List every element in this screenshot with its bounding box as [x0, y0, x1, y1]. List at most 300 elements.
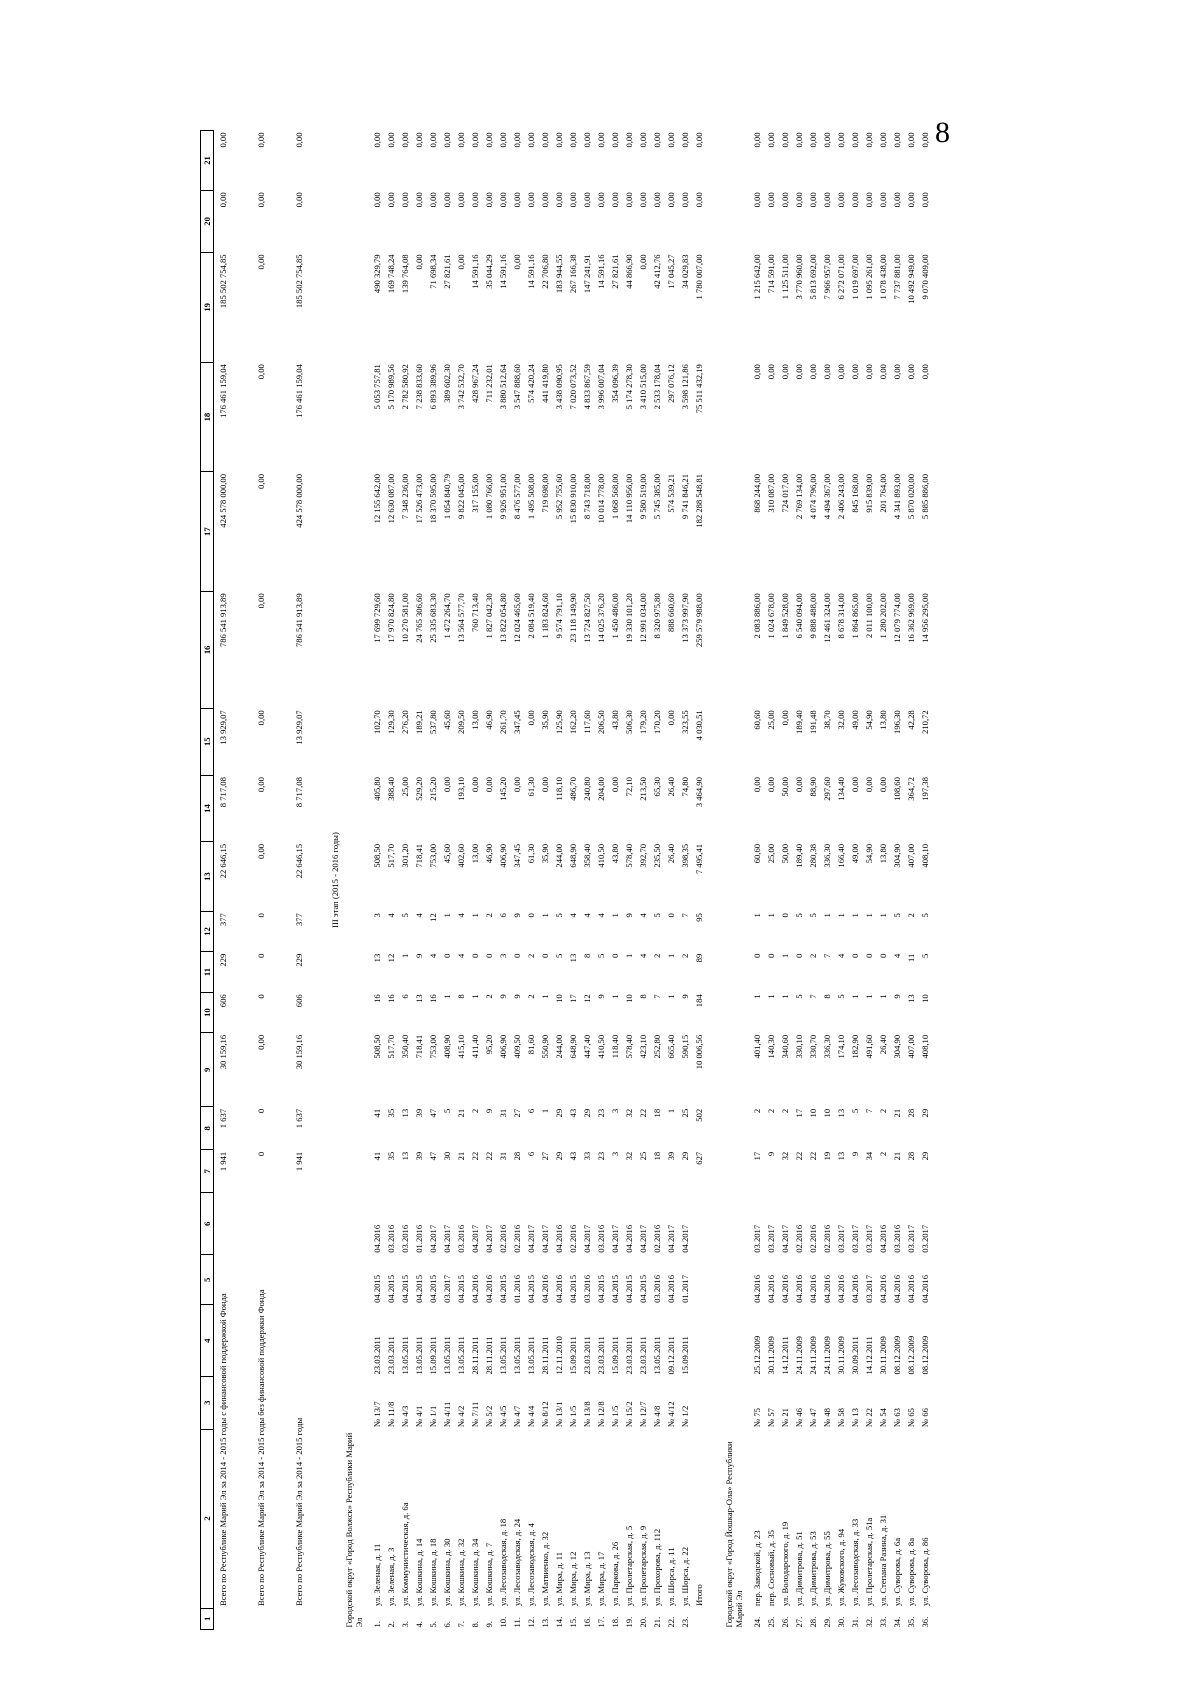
- table-cell: 0,00: [469, 777, 480, 793]
- column-number-4: 4: [201, 1305, 214, 1377]
- table-cell: 0,00: [497, 132, 508, 148]
- table-cell: 0,00: [413, 254, 424, 270]
- table-cell: 12 991 034,00: [637, 593, 648, 643]
- column-number-16: 16: [201, 591, 214, 708]
- table-cell: 9: [595, 994, 606, 999]
- table-cell: 0,00: [779, 364, 790, 380]
- table-cell: 04.2015: [525, 1274, 536, 1303]
- table-cell: ул. Прохорова, д. 112: [651, 1528, 662, 1607]
- table-cell: 4: [581, 913, 592, 918]
- table-cell: 244,00: [553, 843, 564, 868]
- table-cell: 0,00: [427, 132, 438, 148]
- table-cell: 22: [807, 1151, 818, 1161]
- table-cell: 04.2016: [665, 1274, 676, 1303]
- table-cell: 20.: [637, 1616, 648, 1628]
- table-cell: 04.2016: [849, 1274, 860, 1303]
- table-cell: 29: [581, 1108, 592, 1118]
- table-cell: 32: [623, 1151, 634, 1161]
- table-cell: 1: [765, 994, 776, 999]
- table-cell: 0: [793, 953, 804, 959]
- table-cell: № 11/8: [385, 1401, 396, 1428]
- table-cell: 486,70: [567, 777, 578, 801]
- table-cell: 14 956 295,00: [919, 593, 930, 643]
- table-cell: 0,00: [751, 364, 762, 380]
- summary-value: 0: [256, 1108, 266, 1114]
- table-cell: 0,00: [553, 132, 564, 148]
- table-cell: 31: [497, 1151, 508, 1161]
- table-cell: 04.2016: [779, 1274, 790, 1303]
- table-cell: ул. Володарского, д. 19: [779, 1521, 790, 1607]
- table-cell: № 4/1: [413, 1405, 424, 1428]
- table-cell: 508,50: [371, 843, 382, 868]
- table-cell: 28.11.2011: [539, 1336, 550, 1375]
- table-cell: 718,41: [413, 843, 424, 868]
- table-cell: 7: [863, 1108, 874, 1114]
- table-cell: 1 095 261,00: [863, 254, 874, 300]
- table-cell: 01.2016: [413, 1224, 424, 1253]
- table-cell: 28: [905, 1108, 916, 1118]
- table-cell: 0,00: [623, 132, 634, 148]
- table-cell: 134,40: [835, 777, 846, 801]
- table-cell: 1: [765, 913, 776, 918]
- table-cell: 26.: [779, 1616, 790, 1628]
- summary-value: 229: [294, 953, 304, 967]
- table-cell: 0,00: [609, 132, 620, 148]
- table-cell: 0,00: [371, 132, 382, 148]
- table-cell: 9: [891, 994, 902, 999]
- table-cell: 13,00: [469, 843, 480, 864]
- table-cell: 0,00: [679, 192, 690, 208]
- table-row: [848, 131, 862, 1630]
- table-cell: 0,00: [371, 192, 382, 208]
- table-cell: 0,00: [863, 777, 874, 793]
- table-cell: 32,00: [835, 710, 846, 730]
- table-cell: № 15/2: [623, 1401, 634, 1428]
- table-cell: 04.2016: [623, 1224, 634, 1253]
- table-cell: 3: [371, 913, 382, 918]
- table-cell: 3 547 888,60: [511, 364, 522, 410]
- table-cell: 25 335 683,30: [427, 593, 438, 643]
- table-cell: 166,40: [835, 843, 846, 868]
- table-cell: 1: [751, 994, 762, 999]
- total-value: 0,00: [693, 192, 704, 208]
- table-cell: 411,40: [469, 1034, 480, 1059]
- table-header: [201, 131, 214, 1630]
- table-cell: 330,70: [807, 1034, 818, 1059]
- total-index-cell: [692, 1608, 706, 1629]
- summary-index-cell: [290, 1608, 328, 1629]
- table-cell: 0,00: [511, 254, 522, 270]
- table-cell: 29: [919, 1108, 930, 1118]
- table-cell: 13.05.2011: [413, 1336, 424, 1375]
- table-cell: 3: [609, 1151, 620, 1157]
- group-title: Городской округ «Город Волжск» Республики Марий Эл: [344, 1432, 364, 1628]
- table-cell: 35,90: [539, 710, 550, 730]
- table-cell: 517,70: [385, 843, 396, 868]
- table-cell: 5: [919, 953, 930, 959]
- table-cell: ул. Кошкина, д. 7: [483, 1542, 494, 1607]
- table-cell: 2: [483, 994, 494, 999]
- table-cell: ул. Кошкина, д. 32: [455, 1538, 466, 1607]
- table-cell: 0,00: [863, 132, 874, 148]
- table-cell: 310 087,00: [765, 474, 776, 513]
- table-cell: 47: [427, 1108, 438, 1118]
- table-cell: № 58: [835, 1408, 846, 1428]
- total-label: Итого: [693, 1584, 704, 1607]
- table-cell: 724 017,00: [779, 474, 790, 513]
- table-cell: 1 125 511,00: [779, 254, 790, 300]
- table-cell: 1: [609, 994, 620, 999]
- table-cell: 03.2017: [905, 1224, 916, 1253]
- table-cell: 10 270 581,00: [399, 593, 410, 643]
- table-cell: 9 926 951,00: [497, 474, 508, 520]
- spacer-cell: [706, 131, 722, 1630]
- table-cell: 0,00: [455, 132, 466, 148]
- total-value: 259 579 988,00: [693, 593, 704, 648]
- table-cell: 1: [877, 913, 888, 918]
- table-cell: № 75: [751, 1408, 762, 1428]
- table-cell: 240,80: [581, 777, 592, 801]
- summary-value: 0,00: [256, 192, 266, 208]
- table-cell: 718,41: [413, 1034, 424, 1059]
- table-cell: 9 888 488,00: [807, 593, 818, 639]
- table-cell: 1: [751, 913, 762, 918]
- table-cell: 490 329,79: [371, 254, 382, 294]
- table-cell: 189,40: [793, 710, 804, 734]
- table-cell: 0,00: [665, 132, 676, 148]
- table-cell: 2: [765, 1108, 776, 1114]
- table-cell: 1 472 264,70: [441, 593, 452, 639]
- table-cell: 4: [427, 953, 438, 959]
- summary-value: 30 159,16: [218, 1034, 228, 1070]
- table-cell: 15.09.2011: [427, 1336, 438, 1375]
- table-cell: 04.2017: [469, 1224, 480, 1253]
- table-cell: 1.: [371, 1621, 382, 1628]
- table-cell: ул. Мира, д. 13: [581, 1551, 592, 1607]
- table-cell: 04.2015: [567, 1274, 578, 1303]
- table-cell: 13.05.2011: [511, 1336, 522, 1375]
- table-cell: 13.05.2011: [497, 1336, 508, 1375]
- table-cell: 9: [511, 913, 522, 918]
- table-cell: 27 821,61: [609, 254, 620, 289]
- table-cell: 0: [665, 913, 676, 918]
- table-cell: 0,00: [413, 192, 424, 208]
- table-cell: 13 822 054,80: [497, 593, 508, 643]
- table-cell: 10: [919, 994, 930, 1003]
- table-cell: 4: [891, 953, 902, 959]
- column-number-9: 9: [201, 1033, 214, 1107]
- table-cell: 32: [779, 1151, 790, 1161]
- table-cell: 0,00: [877, 132, 888, 148]
- table-cell: 402,60: [455, 843, 466, 868]
- group-total-row: [692, 131, 706, 1630]
- table-cell: 2: [779, 1108, 790, 1114]
- table-cell: 02.2016: [821, 1224, 832, 1253]
- table-cell: 0,00: [849, 192, 860, 208]
- table-cell: 1: [441, 994, 452, 999]
- table-cell: 4.: [413, 1621, 424, 1628]
- table-cell: 6.: [441, 1621, 452, 1628]
- table-cell: 9: [413, 953, 424, 959]
- table-cell: 0,00: [651, 132, 662, 148]
- table-cell: 04.2016: [919, 1274, 930, 1303]
- table-cell: 11.: [511, 1617, 522, 1628]
- table-cell: 13 373 997,90: [679, 593, 690, 643]
- table-cell: 1 024 678,00: [765, 593, 776, 639]
- table-cell: 50,00: [779, 843, 790, 864]
- table-cell: 03.2017: [835, 1224, 846, 1253]
- summary-label: Всего по Республике Марий Эл за 2014 - 2015 годы с финансовой поддержкой Фонда: [218, 1293, 228, 1607]
- table-cell: 29: [679, 1151, 690, 1161]
- table-cell: 1 495 508,00: [525, 474, 536, 520]
- total-value: 95: [693, 913, 704, 922]
- table-cell: 760 713,40: [469, 593, 480, 633]
- table-cell: 13,80: [877, 710, 888, 730]
- table-cell: 71 698,34: [427, 254, 438, 289]
- table-cell: 28.11.2011: [469, 1336, 480, 1375]
- table-cell: ул. Лесозаводская, д. 4: [525, 1523, 536, 1607]
- table-cell: 753,00: [427, 843, 438, 868]
- table-cell: № 22: [863, 1408, 874, 1428]
- table-cell: 0,00: [905, 192, 916, 208]
- summary-value: 0,00: [256, 1034, 266, 1050]
- table-cell: 5: [553, 913, 564, 918]
- table-cell: 10.: [497, 1616, 508, 1628]
- table-cell: № 1/2: [679, 1405, 690, 1428]
- table-cell: 574 539,21: [665, 474, 676, 513]
- table-cell: 49,00: [849, 843, 860, 864]
- table-cell: 276,20: [399, 710, 410, 734]
- table-cell: 4: [385, 913, 396, 918]
- summary-value: 786 541 913,89: [218, 593, 228, 648]
- table-cell: 0,00: [539, 777, 550, 793]
- table-cell: 0,00: [863, 364, 874, 380]
- table-cell: 408,10: [919, 1034, 930, 1059]
- table-cell: 43,80: [609, 843, 620, 864]
- table-cell: 0: [511, 953, 522, 959]
- table-cell: 5: [835, 994, 846, 999]
- table-cell: 3: [609, 1108, 620, 1114]
- table-cell: 0,00: [637, 192, 648, 208]
- table-cell: 711 232,01: [483, 364, 494, 403]
- table-cell: 7 238 833,60: [413, 364, 424, 410]
- table-cell: 0,00: [849, 132, 860, 148]
- table-cell: 0: [751, 953, 762, 959]
- table-cell: 15.: [567, 1616, 578, 1628]
- group-title-filler: [342, 131, 370, 1430]
- table-cell: 2 782 580,92: [399, 364, 410, 410]
- table-row: [440, 131, 454, 1630]
- table-cell: 0,00: [581, 132, 592, 148]
- table-cell: 16: [427, 994, 438, 1003]
- table-cell: 22: [469, 1151, 480, 1161]
- table-cell: 5 745 385,00: [651, 474, 662, 520]
- table-cell: 22: [637, 1108, 648, 1118]
- table-cell: 34 029,83: [679, 254, 690, 289]
- table-cell: № 4/8: [651, 1405, 662, 1428]
- table-cell: ул. Кошкина, д. 34: [469, 1538, 480, 1607]
- summary-value: 0,00: [218, 192, 228, 208]
- table-cell: 02.2016: [793, 1224, 804, 1253]
- table-cell: 14 110 956,00: [623, 474, 634, 524]
- table-cell: 1: [539, 1108, 550, 1114]
- table-cell: 13 564 577,70: [455, 593, 466, 643]
- table-cell: 0,00: [637, 132, 648, 148]
- table-cell: 6: [497, 913, 508, 918]
- table-cell: 08.12.2009: [905, 1335, 916, 1375]
- table-cell: 04.2017: [609, 1224, 620, 1253]
- table-cell: 330,10: [793, 1034, 804, 1059]
- table-cell: 5: [553, 953, 564, 959]
- table-cell: 108,60: [891, 777, 902, 801]
- table-cell: № 13/1: [553, 1401, 564, 1428]
- table-cell: 4 833 867,59: [581, 364, 592, 410]
- summary-value: 13 929,07: [294, 710, 304, 745]
- table-cell: ул. Матвиенко, д. 32: [539, 1531, 550, 1607]
- table-cell: 3 410 515,00: [637, 364, 648, 410]
- table-row: [594, 131, 608, 1630]
- table-cell: 719 698,00: [539, 474, 550, 513]
- table-cell: 12 079 774,00: [891, 593, 902, 643]
- table-cell: 32: [623, 1108, 634, 1118]
- table-cell: 41: [371, 1151, 382, 1161]
- table-cell: 88,90: [807, 777, 818, 797]
- table-cell: ул. Суворова, д. 8а: [905, 1537, 916, 1607]
- table-cell: 13: [835, 1151, 846, 1161]
- summary-value: 0,00: [294, 132, 304, 148]
- table-cell: 04.2017: [441, 1224, 452, 1253]
- table-cell: 03.2017: [441, 1274, 452, 1303]
- table-cell: 27: [511, 1108, 522, 1118]
- table-cell: 17 045,27: [665, 254, 676, 289]
- total-value: 7 495,41: [693, 843, 704, 875]
- summary-value: 424 578 000,00: [294, 474, 304, 528]
- column-number-14: 14: [201, 775, 214, 842]
- table-cell: 7: [651, 994, 662, 999]
- table-cell: 1 068 568,00: [609, 474, 620, 520]
- table-cell: 09.12.2011: [665, 1336, 676, 1375]
- table-cell: 14 591,16: [595, 254, 606, 289]
- table-cell: 406,90: [497, 1034, 508, 1059]
- table-cell: 0,00: [511, 192, 522, 208]
- table-cell: 13.05.2011: [455, 1336, 466, 1375]
- table-cell: 2: [525, 953, 536, 959]
- table-cell: 0,00: [793, 777, 804, 793]
- table-cell: 753,00: [427, 1034, 438, 1059]
- table-cell: № 4/5: [497, 1405, 508, 1428]
- column-number-17: 17: [201, 472, 214, 591]
- table-cell: 5: [595, 953, 606, 959]
- summary-value: 0,00: [256, 777, 266, 793]
- table-cell: № 4/12: [665, 1401, 676, 1428]
- table-cell: 17 970 824,80: [385, 593, 396, 643]
- table-cell: ул. Димитрова, д. 55: [821, 1531, 832, 1607]
- summary-value: 0: [256, 994, 266, 999]
- table-cell: 388,40: [385, 777, 396, 801]
- stage-label: III этап (2015 - 2016 годы): [329, 832, 340, 928]
- table-cell: 5: [793, 994, 804, 999]
- table-cell: 204,00: [595, 777, 606, 801]
- table-cell: 21: [455, 1108, 466, 1118]
- table-cell: 0,00: [905, 364, 916, 380]
- spacer-row: [706, 131, 722, 1630]
- table-cell: 17 699 729,60: [371, 593, 382, 643]
- table-cell: 0,00: [793, 364, 804, 380]
- table-cell: 13,00: [469, 710, 480, 730]
- summary-value: 8 717,08: [218, 777, 228, 808]
- table-cell: 47: [427, 1151, 438, 1161]
- table-cell: 8 743 718,00: [581, 474, 592, 520]
- table-cell: 31.: [849, 1616, 860, 1628]
- table-cell: 0,00: [779, 132, 790, 148]
- table-cell: 27: [539, 1151, 550, 1161]
- table-cell: 04.2017: [679, 1224, 690, 1253]
- table-cell: 54,90: [863, 710, 874, 730]
- table-row: [904, 131, 918, 1630]
- table-cell: ул. Лесозаводская, д. 24: [511, 1518, 522, 1607]
- column-number-5: 5: [201, 1255, 214, 1305]
- table-cell: 1 864 865,00: [849, 593, 860, 639]
- table-cell: 02.2016: [511, 1224, 522, 1253]
- table-cell: 297,60: [821, 777, 832, 801]
- table-cell: 1: [779, 994, 790, 999]
- table-cell: 9 574 791,10: [553, 593, 564, 639]
- table-cell: 0,00: [821, 132, 832, 148]
- table-cell: 441 419,80: [539, 364, 550, 403]
- table-cell: 1 183 824,60: [539, 593, 550, 639]
- table-cell: 04.2016: [765, 1274, 776, 1303]
- table-cell: 508,50: [371, 1034, 382, 1059]
- table-cell: 61,30: [525, 843, 536, 864]
- table-cell: 21: [891, 1151, 902, 1161]
- table-cell: 0,00: [455, 254, 466, 270]
- total-value: 75 511 432,19: [693, 364, 704, 414]
- table-cell: 13.05.2011: [525, 1336, 536, 1375]
- table-cell: 5: [849, 1108, 860, 1114]
- table-row: [876, 131, 890, 1630]
- table-cell: 13,80: [877, 843, 888, 864]
- table-row: [468, 131, 482, 1630]
- table-cell: 201 764,00: [877, 474, 888, 513]
- table-cell: 9: [849, 1151, 860, 1157]
- stage-row: [328, 131, 342, 1630]
- table-cell: 406,90: [497, 843, 508, 868]
- table-cell: 409,50: [511, 1034, 522, 1059]
- table-cell: 0,00: [567, 192, 578, 208]
- table-cell: 30.: [835, 1616, 846, 1628]
- table-cell: 845 168,00: [849, 474, 860, 513]
- table-cell: 5 170 989,56: [385, 364, 396, 410]
- summary-value: 0,00: [256, 474, 266, 490]
- table-cell: 16.: [581, 1616, 592, 1628]
- table-cell: 0,00: [751, 192, 762, 208]
- table-cell: 26,40: [665, 777, 676, 797]
- table-cell: 6 272 071,00: [835, 254, 846, 300]
- table-cell: 28: [511, 1151, 522, 1161]
- table-cell: 72,10: [623, 777, 634, 797]
- group-title-row: [722, 131, 750, 1630]
- table-cell: 0,00: [919, 364, 930, 380]
- table-cell: 317 155,00: [469, 474, 480, 513]
- table-cell: 118,40: [609, 1034, 620, 1059]
- table-cell: 0,00: [469, 192, 480, 208]
- table-cell: 5.: [427, 1621, 438, 1628]
- table-cell: 0,00: [525, 710, 536, 726]
- table-row: [370, 131, 384, 1630]
- table-cell: 5: [807, 913, 818, 918]
- table-cell: 22: [793, 1151, 804, 1161]
- table-cell: 24.11.2009: [793, 1336, 804, 1375]
